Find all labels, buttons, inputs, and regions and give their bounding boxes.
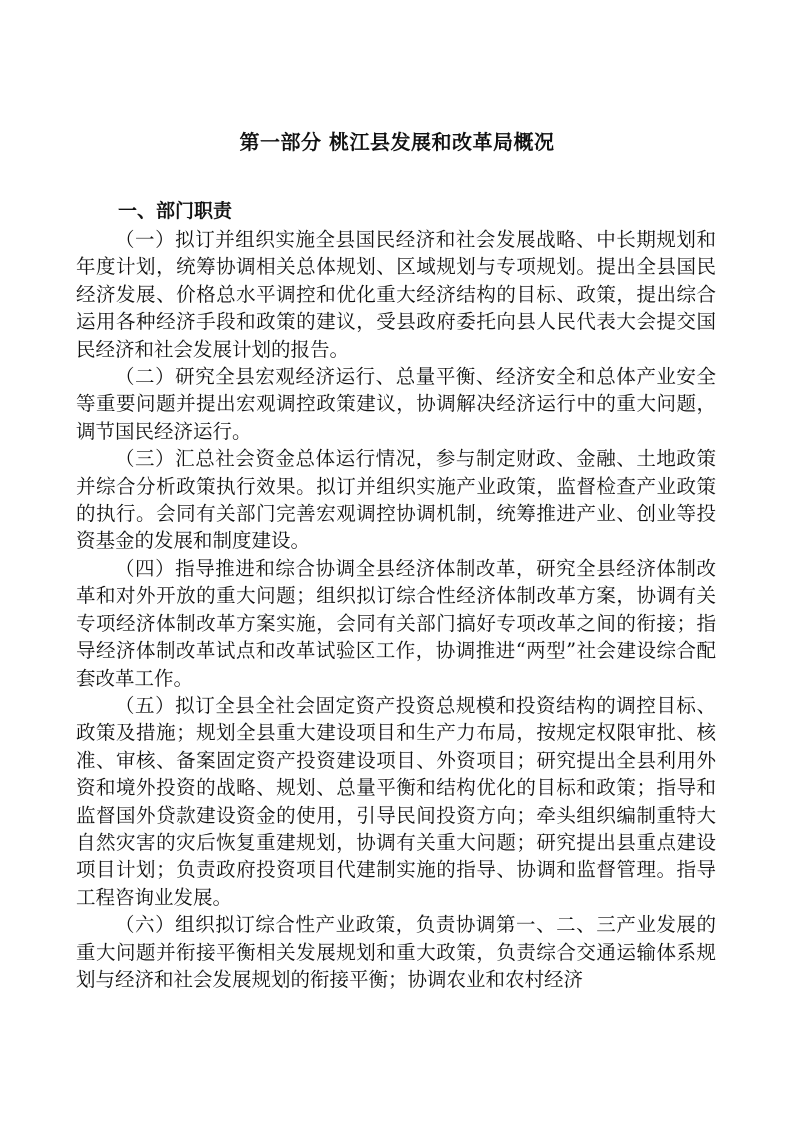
paragraph: （五）拟订全县全社会固定资产投资总规模和投资结构的调控目标、政策及措施；规划全县重大建设项目和生产力布局，按规定权限审批、核准、审核、备案固定资产投资建设项目、外资项目；研究提出全县利用外资和境外投资的战略、规划、总量平衡和结构优化的目标和政策；指导和监督国外贷款建设资金的使用，引导民间投资方向；牵头组织编制重特大自然灾害的灾后恢复重建规划，协调有关重大问题；研究提出县重点建设项目计划；负责政府投资项目代建制实施的指导、协调和监督管理。指导工程咨询业发展。 <box>76 693 716 909</box>
page-title: 第一部分 桃江县发展和改革局概况 <box>239 130 555 154</box>
paragraph: （一）拟订并组织实施全县国民经济和社会发展战略、中长期规划和年度计划，统筹协调相关总体规划、区域规划与专项规划。提出全县国民经济发展、价格总水平调控和优化重大经济结构的目标、政策，提出综合运用各种经济手段和政策的建议，受县政府委托向县人民代表大会提交国民经济和社会发展计划的报告。 <box>76 228 716 361</box>
paragraph: （二）研究全县宏观经济运行、总量平衡、经济安全和总体产业安全等重要问题并提出宏观调控政策建议，协调解决经济运行中的重大问题，调节国民经济运行。 <box>76 365 716 443</box>
body-text <box>76 226 716 993</box>
paragraph: （六）组织拟订综合性产业政策，负责协调第一、二、三产业发展的重大问题并衔接平衡相关发展规划和重大政策，负责综合交通运输体系规划与经济和社会发展规划的衔接平衡；协调农业和农村经济 <box>76 913 716 991</box>
section-heading: 一、部门职责 <box>118 200 233 222</box>
paragraph: （三）汇总社会资金总体运行情况，参与制定财政、金融、土地政策并综合分析政策执行效果。拟订并组织实施产业政策，监督检查产业政策的执行。会同有关部门完善宏观调控协调机制，统筹推进产业、创业等投资基金的发展和制度建设。 <box>76 447 716 553</box>
paragraph: （四）指导推进和综合协调全县经济体制改革，研究全县经济体制改革和对外开放的重大问题；组织拟订综合性经济体制改革方案，协调有关专项经济体制改革方案实施，会同有关部门搞好专项改革之间的衔接；指导经济体制改革试点和改革试验区工作，协调推进“两型”社会建设综合配套改革工作。 <box>76 556 716 690</box>
